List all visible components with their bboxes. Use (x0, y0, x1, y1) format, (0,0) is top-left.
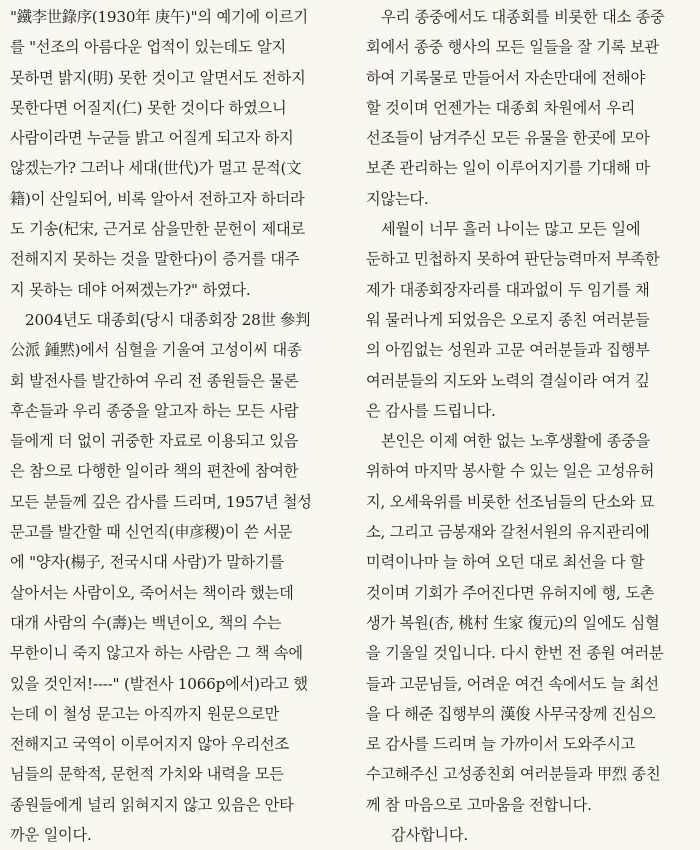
text-line: 하여 기록물로 만들어서 자손만대에 전해야 (366, 68, 645, 87)
right-text-column (366, 0, 690, 845)
text-line: 籍)이 산일되어, 비록 알아서 전하고자 하더라 (10, 189, 305, 208)
text-line: 할 것이며 언젠가는 대종회 차원에서 우리 (366, 98, 636, 117)
text-line: 지, 오세육위를 비롯한 선조님들의 단소와 묘 (366, 492, 655, 511)
text-line: 문고를 발간할 때 신언직(申彦稷)이 쓴 서문 (10, 523, 293, 542)
text-line: 워 물러나게 되었음은 오로지 종친 여러분들 (366, 310, 650, 329)
text-line: 소, 그리고 금봉재와 갈천서원의 유지관리에 (366, 523, 650, 542)
text-line: 을 기울일 것입니다. 다시 한번 전 종원 여러분 (366, 644, 664, 663)
text-line: 로 감사를 드리며 늘 가까이서 도와주시고 (366, 735, 636, 754)
text-line: 전해지지 못하는 것을 말한다)이 증거를 대주 (10, 250, 300, 269)
text-line: 무한이니 죽지 않고자 하는 사람은 그 책 속에 (10, 644, 303, 663)
text-line: 선조들이 남겨주신 모든 유물을 한곳에 모아 (366, 129, 650, 148)
text-line: 후손들과 우리 종중을 알고자 하는 모든 사람 (10, 401, 299, 420)
text-line: 본인은 이제 여한 없는 노후생활에 종중을 (381, 432, 651, 451)
text-line: 있을 것인저!----" (발전사 1066p에서)라고 했 (10, 674, 308, 693)
text-line: 에 "양자(楊子, 전국시대 사람)가 말하기를 (10, 553, 284, 572)
text-line: 은 참으로 다행한 일이라 책의 편찬에 참여한 (10, 462, 299, 481)
text-line: 사람이라면 누군들 밝고 어질게 되고자 하지 (10, 129, 294, 148)
text-line: 수고해주신 고성종친회 여러분들과 甲烈 종친 (366, 765, 661, 784)
text-line: 우리 종중에서도 대종회를 비롯한 대소 종중 (381, 8, 665, 26)
text-line: 여러분들의 지도와 노력의 결실이라 여겨 깊 (366, 371, 650, 390)
text-line: 지 못하는 데야 어쩌겠는가?" 하였다. (10, 280, 251, 299)
text-line: 감사합니다. (391, 826, 468, 845)
text-line: 대개 사람의 수(壽)는 백년이오, 책의 수는 (10, 613, 282, 632)
text-line: 못하면 밝지(明) 못한 것이고 알면서도 전하지 (10, 68, 306, 87)
text-line: 2004년도 대종회(당시 대종회장 28世 參判 (25, 310, 311, 329)
text-line: 의 아낌없는 성원과 고문 여러분들과 집행부 (366, 341, 650, 360)
text-line: 둔하고 민첩하지 못하여 판단능력마저 부족한 (366, 250, 660, 269)
text-line: "鐵李世錄序(1930年 庚午)"의 예기에 이르기 (10, 8, 308, 26)
text-line: 지않는다. (366, 189, 429, 208)
text-line: 살아서는 사람이오, 죽어서는 책이라 했는데 (10, 583, 294, 602)
text-line: 세월이 너무 흘러 나이는 많고 모든 일에 (381, 220, 641, 239)
text-line: 것이며 기회가 주어진다면 유허지에 행, 도촌 (366, 583, 655, 602)
text-line: 公派 鍾黙)에서 심혈을 기울여 고성이씨 대종 (10, 341, 302, 360)
left-text-column (10, 0, 341, 845)
text-line: 을 다 해준 집행부의 漢俊 사무국장께 진심으 (366, 704, 656, 723)
text-line: 들과 고문님들, 어려운 여건 속에서도 늘 최선 (366, 674, 659, 693)
text-line: 도 기송(杞宋, 근거로 삼을만한 문헌이 제대로 (10, 220, 306, 239)
text-line: 종원들에게 널리 읽혀지지 않고 있음은 안타 (10, 795, 294, 814)
text-line: 모든 분들께 깊은 감사를 드리며, 1957년 철성 (10, 492, 312, 511)
text-line: 회에서 종중 행사의 모든 일들을 잘 기록 보관 (366, 38, 659, 57)
text-line: 미력이나마 늘 하여 오던 대로 최선을 다 할 (366, 553, 645, 572)
text-line: 께 참 마음으로 고마움을 전합니다. (366, 795, 592, 814)
text-line: 생가 복원(杏, 桃村 生家 復元)의 일에도 심혈 (366, 613, 660, 632)
text-line: 님들의 문학적, 문헌적 가치와 내력을 모든 (10, 765, 284, 784)
text-line: 보존 관리하는 일이 이루어지기를 기대해 마 (366, 159, 650, 178)
text-line: 않겠는가? 그러나 세대(世代)가 멀고 문적(文 (10, 159, 302, 178)
text-line: 들에게 더 없이 귀중한 자료로 이용되고 있음 (10, 432, 299, 451)
text-line: 제가 대종회장자리를 대과없이 두 임기를 채 (366, 280, 650, 299)
text-line: 못한다면 어질지(仁) 못한 것이다 하였으니 (10, 98, 287, 117)
text-line: 는데 이 철성 문고는 아직까지 원문으로만 (10, 704, 280, 723)
text-line: 전해지고 국역이 이루어지지 않아 우리선조 (10, 735, 289, 754)
text-line: 은 감사를 드립니다. (366, 401, 496, 420)
text-line: 까운 일이다. (10, 826, 92, 845)
text-line: 회 발전사를 발간하여 우리 전 종원들은 물론 (10, 371, 299, 390)
text-line: 위하여 마지막 봉사할 수 있는 일은 고성유허 (366, 462, 655, 481)
text-line: 를 "선조의 아름다운 업적이 있는데도 알지 (10, 38, 286, 57)
